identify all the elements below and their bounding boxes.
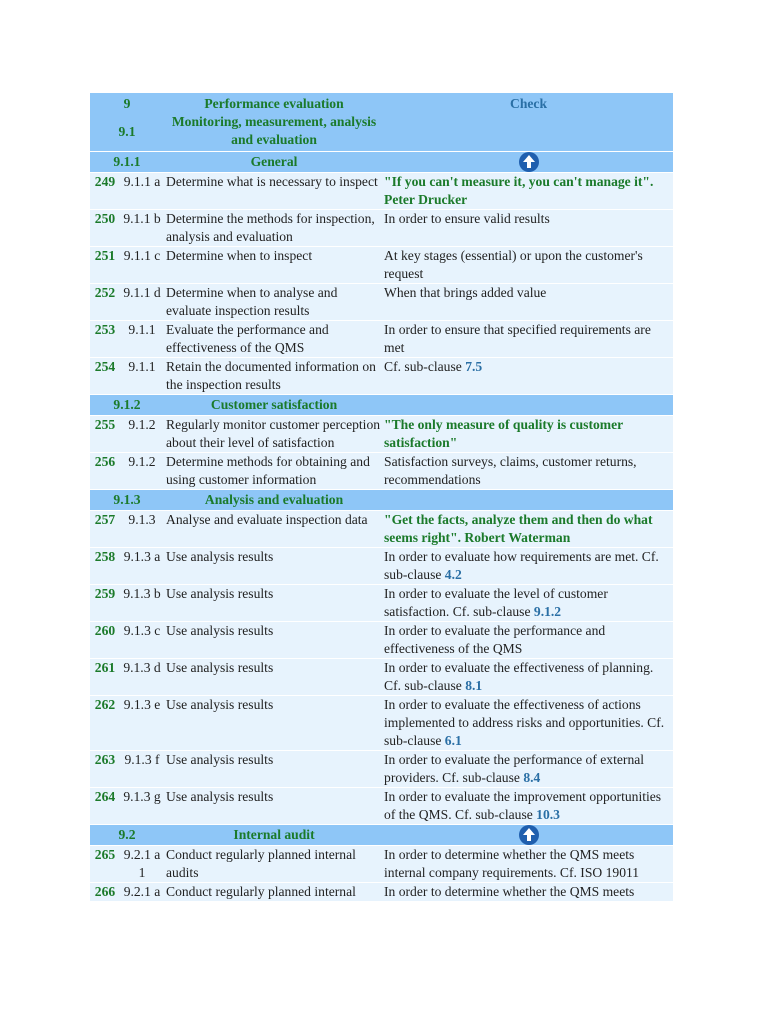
clause-title: Monitoring, measurement, analysis and evaluation	[164, 113, 384, 151]
row-requirement: Determine when to analyse and evaluate inspection results	[164, 283, 384, 320]
row-check: At key stages (essential) or upon the customer's request	[384, 246, 673, 283]
section-title: Internal audit	[164, 824, 384, 845]
row-number: 260	[90, 621, 120, 658]
row-reference: 9.1.3 g	[120, 787, 164, 824]
row-requirement: Retain the documented information on the inspection results	[164, 357, 384, 394]
sub-clause-link[interactable]: 8.4	[523, 770, 541, 785]
table-row	[90, 320, 673, 357]
row-reference: 9.1.3 b	[120, 584, 164, 621]
row-check	[384, 750, 673, 787]
row-check	[384, 357, 673, 394]
section-number: 9.1.1	[90, 151, 164, 172]
row-check: In order to determine whether the QMS meets	[384, 882, 673, 901]
up-arrow-circle-icon[interactable]	[519, 825, 539, 845]
row-reference: 9.1.1 d	[120, 283, 164, 320]
row-number: 259	[90, 584, 120, 621]
row-requirement: Conduct regularly planned internal audits	[164, 845, 384, 882]
row-reference: 9.1.3 e	[120, 695, 164, 750]
row-number: 255	[90, 415, 120, 452]
section-number: 9.2	[90, 824, 164, 845]
row-check: Satisfaction surveys, claims, customer returns, recommendations	[384, 452, 673, 489]
table-row	[90, 584, 673, 621]
table-row	[90, 415, 673, 452]
row-number: 263	[90, 750, 120, 787]
row-requirement: Use analysis results	[164, 787, 384, 824]
clause-table-sheet	[90, 93, 673, 901]
back-to-top-cell	[384, 151, 673, 172]
sub-clause-link[interactable]: 9.1.2	[533, 604, 562, 619]
table-row	[90, 547, 673, 584]
sub-clause-link[interactable]: 6.1	[444, 733, 462, 748]
section-title: General	[164, 151, 384, 172]
row-check	[384, 658, 673, 695]
check-text: In order to evaluate the effectiveness of planning. Cf. sub-clause	[384, 660, 654, 693]
table-row	[90, 787, 673, 824]
row-number: 254	[90, 357, 120, 394]
row-requirement: Analyse and evaluate inspection data	[164, 510, 384, 547]
check-column-header: Check	[384, 93, 673, 151]
sub-clause-link[interactable]: 10.3	[536, 807, 560, 822]
row-requirement: Determine when to inspect	[164, 246, 384, 283]
back-to-top-cell	[384, 824, 673, 845]
table-row	[90, 209, 673, 246]
row-reference: 9.1.1 b	[120, 209, 164, 246]
row-reference: 9.1.3 c	[120, 621, 164, 658]
row-check	[384, 695, 673, 750]
sub-clause-link[interactable]: 8.1	[465, 678, 483, 693]
table-row	[90, 510, 673, 547]
row-reference: 9.1.2	[120, 415, 164, 452]
section-title: Analysis and evaluation	[164, 489, 384, 510]
check-text: Cf. sub-clause	[384, 359, 466, 374]
row-check: In order to determine whether the QMS meets internal company requirements. Cf. ISO 19011	[384, 845, 673, 882]
table-row	[90, 658, 673, 695]
section-title: Customer satisfaction	[164, 394, 384, 415]
row-number: 256	[90, 452, 120, 489]
row-requirement: Determine what is necessary to inspect	[164, 172, 384, 209]
row-requirement: Use analysis results	[164, 658, 384, 695]
section-empty-cell	[384, 394, 673, 415]
row-check	[384, 547, 673, 584]
row-reference: 9.1.3 f	[120, 750, 164, 787]
up-arrow-circle-icon[interactable]	[519, 152, 539, 172]
row-number: 265	[90, 845, 120, 882]
row-check: In order to ensure that specified requirements are met	[384, 320, 673, 357]
table-row	[90, 750, 673, 787]
row-number: 251	[90, 246, 120, 283]
row-number: 249	[90, 172, 120, 209]
check-text: In order to evaluate the improvement opportunities of the QMS. Cf. sub-clause	[384, 789, 662, 822]
clause-number: 9	[90, 93, 164, 113]
row-requirement: Evaluate the performance and effectiveness of the QMS	[164, 320, 384, 357]
row-reference: 9.1.3 a	[120, 547, 164, 584]
sub-clause-link[interactable]: 7.5	[465, 359, 483, 374]
check-text: In order to evaluate the effectiveness of actions implemented to address risks and opportunities. Cf. sub-clause	[384, 697, 665, 748]
table-row	[90, 621, 673, 658]
table-row	[90, 695, 673, 750]
table-row	[90, 845, 673, 882]
row-number: 253	[90, 320, 120, 357]
header-row-9	[90, 93, 673, 113]
row-reference: 9.1.3 d	[120, 658, 164, 695]
row-number: 266	[90, 882, 120, 901]
row-check	[384, 787, 673, 824]
check-text: In order to evaluate the performance of external providers. Cf. sub-clause	[384, 752, 645, 785]
clause-number: 9.1	[90, 113, 164, 151]
row-number: 261	[90, 658, 120, 695]
row-reference: 9.1.1 c	[120, 246, 164, 283]
row-number: 257	[90, 510, 120, 547]
table-row	[90, 172, 673, 209]
section-row-9-1-1	[90, 151, 673, 172]
row-check: "Get the facts, analyze them and then do what seems right". Robert Waterman	[384, 510, 673, 547]
section-row-9-1-3	[90, 489, 673, 510]
row-requirement: Use analysis results	[164, 547, 384, 584]
row-check: In order to evaluate the performance and effectiveness of the QMS	[384, 621, 673, 658]
row-number: 250	[90, 209, 120, 246]
row-requirement: Use analysis results	[164, 621, 384, 658]
clause-title: Performance evaluation	[164, 93, 384, 113]
row-number: 252	[90, 283, 120, 320]
table-row	[90, 882, 673, 901]
row-requirement: Conduct regularly planned internal	[164, 882, 384, 901]
sub-clause-link[interactable]: 4.2	[444, 567, 462, 582]
row-reference: 9.2.1 a	[120, 882, 164, 901]
row-requirement: Determine the methods for inspection, analysis and evaluation	[164, 209, 384, 246]
row-reference: 9.1.3	[120, 510, 164, 547]
table-row	[90, 357, 673, 394]
check-text: In order to evaluate how requirements are met. Cf. sub-clause	[384, 549, 659, 582]
row-check: "The only measure of quality is customer satisfaction"	[384, 415, 673, 452]
row-requirement: Use analysis results	[164, 695, 384, 750]
row-reference: 9.1.1	[120, 320, 164, 357]
row-reference: 9.1.1	[120, 357, 164, 394]
row-reference: 9.2.1 a 1	[120, 845, 164, 882]
section-number: 9.1.2	[90, 394, 164, 415]
row-number: 264	[90, 787, 120, 824]
table-row	[90, 452, 673, 489]
section-number: 9.1.3	[90, 489, 164, 510]
table-row	[90, 246, 673, 283]
section-empty-cell	[384, 489, 673, 510]
row-check: In order to ensure valid results	[384, 209, 673, 246]
table-row	[90, 283, 673, 320]
row-requirement: Determine methods for obtaining and using customer information	[164, 452, 384, 489]
section-row-9-2	[90, 824, 673, 845]
row-reference: 9.1.1 a	[120, 172, 164, 209]
row-reference: 9.1.2	[120, 452, 164, 489]
row-check: "If you can't measure it, you can't manage it". Peter Drucker	[384, 172, 673, 209]
row-check: When that brings added value	[384, 283, 673, 320]
row-check	[384, 584, 673, 621]
row-number: 262	[90, 695, 120, 750]
section-row-9-1-2	[90, 394, 673, 415]
row-requirement: Use analysis results	[164, 750, 384, 787]
row-number: 258	[90, 547, 120, 584]
clause-table	[90, 93, 673, 901]
row-requirement: Use analysis results	[164, 584, 384, 621]
check-text: In order to evaluate the level of customer satisfaction. Cf. sub-clause	[384, 586, 608, 619]
row-requirement: Regularly monitor customer perception about their level of satisfaction	[164, 415, 384, 452]
